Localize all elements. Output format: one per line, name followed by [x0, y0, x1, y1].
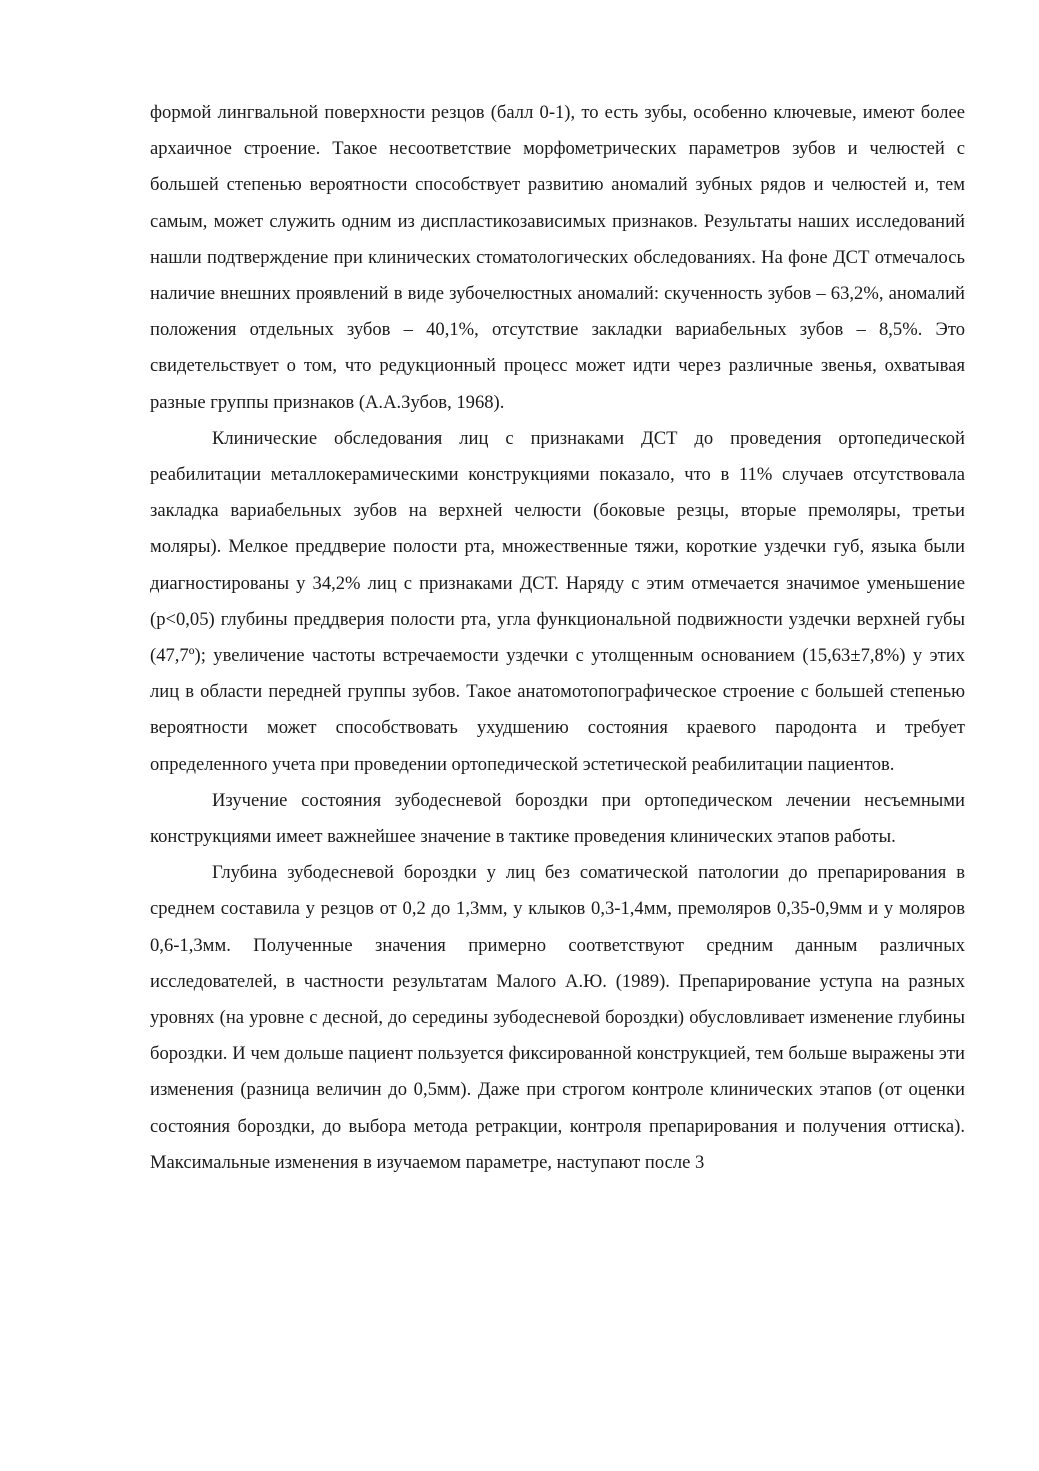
body-text — [150, 95, 965, 1181]
paragraph-1: формой лингвальной поверхности резцов (балл 0-1), то есть зубы, особенно ключевые, имеют более архаичное строение. Такое несоответствие морфометрических параметров зубов и челюстей с большей степенью вероятности способствует развитию аномалий зубных рядов и челюстей и, тем самым, может служить одним из диспластикозависимых признаков. Результаты наших исследований нашли подтверждение при клинических стоматологических обследованиях. На фоне ДСТ отмечалось наличие внешних проявлений в виде зубочелюстных аномалий: скученность зубов – 63,2%, аномалий положения отдельных зубов – 40,1%, отсутствие закладки вариабельных зубов – 8,5%. Это свидетельствует о том, что редукционный процесс может идти через различные звенья, охватывая разные группы признаков (А.А.Зубов, 1968). — [150, 102, 965, 413]
paragraph-2: Клинические обследования лиц с признаками ДСТ до проведения ортопедической реабилитации металлокерамическими конструкциями показало, что в 11% случаев отсутствовала закладка вариабельных зубов на верхней челюсти (боковые резцы, вторые премоляры, третьи моляры). Мелкое преддверие полости рта, множественные тяжи, короткие уздечки губ, языка были диагностированы у 34,2% лиц с признаками ДСТ. Наряду с этим отмечается значимое уменьшение (р<0,05) глубины преддверия полости рта, угла функциональной подвижности уздечки верхней губы (47,7º); увеличение частоты встречаемости уздечки с утолщенным основанием (15,63±7,8%) у этих лиц в области передней группы зубов. Такое анатомотопографическое строение с большей степенью вероятности может способствовать ухудшению состояния краевого пародонта и требует определенного учета при проведении ортопедической эстетической реабилитации пациентов. — [150, 427, 965, 775]
paragraph-3: Изучение состояния зубодесневой бороздки при ортопедическом лечении несъемными конструкциями имеет важнейшее значение в тактике проведения клинических этапов работы. — [150, 789, 965, 848]
paragraph-4: Глубина зубодесневой бороздки у лиц без соматической патологии до препарирования в среднем составила у резцов от 0,2 до 1,3мм, у клыков 0,3-1,4мм, премоляров 0,35-0,9мм и у моляров 0,6-1,3мм. Полученные значения примерно соответствуют средним данным различных исследователей, в частности результатам Малого А.Ю. (1989). Препарирование уступа на разных уровнях (на уровне с десной, до середины зубодесневой бороздки) обусловливает изменение глубины бороздки. И чем дольше пациент пользуется фиксированной конструкцией, тем больше выражены эти изменения (разница величин до 0,5мм). Даже при строгом контроле клинических этапов (от оценки состояния бороздки, до выбора метода ретракции, контроля препарирования и получения оттиска). Максимальные изменения в изучаемом параметре, наступают после 3 — [150, 862, 965, 1173]
